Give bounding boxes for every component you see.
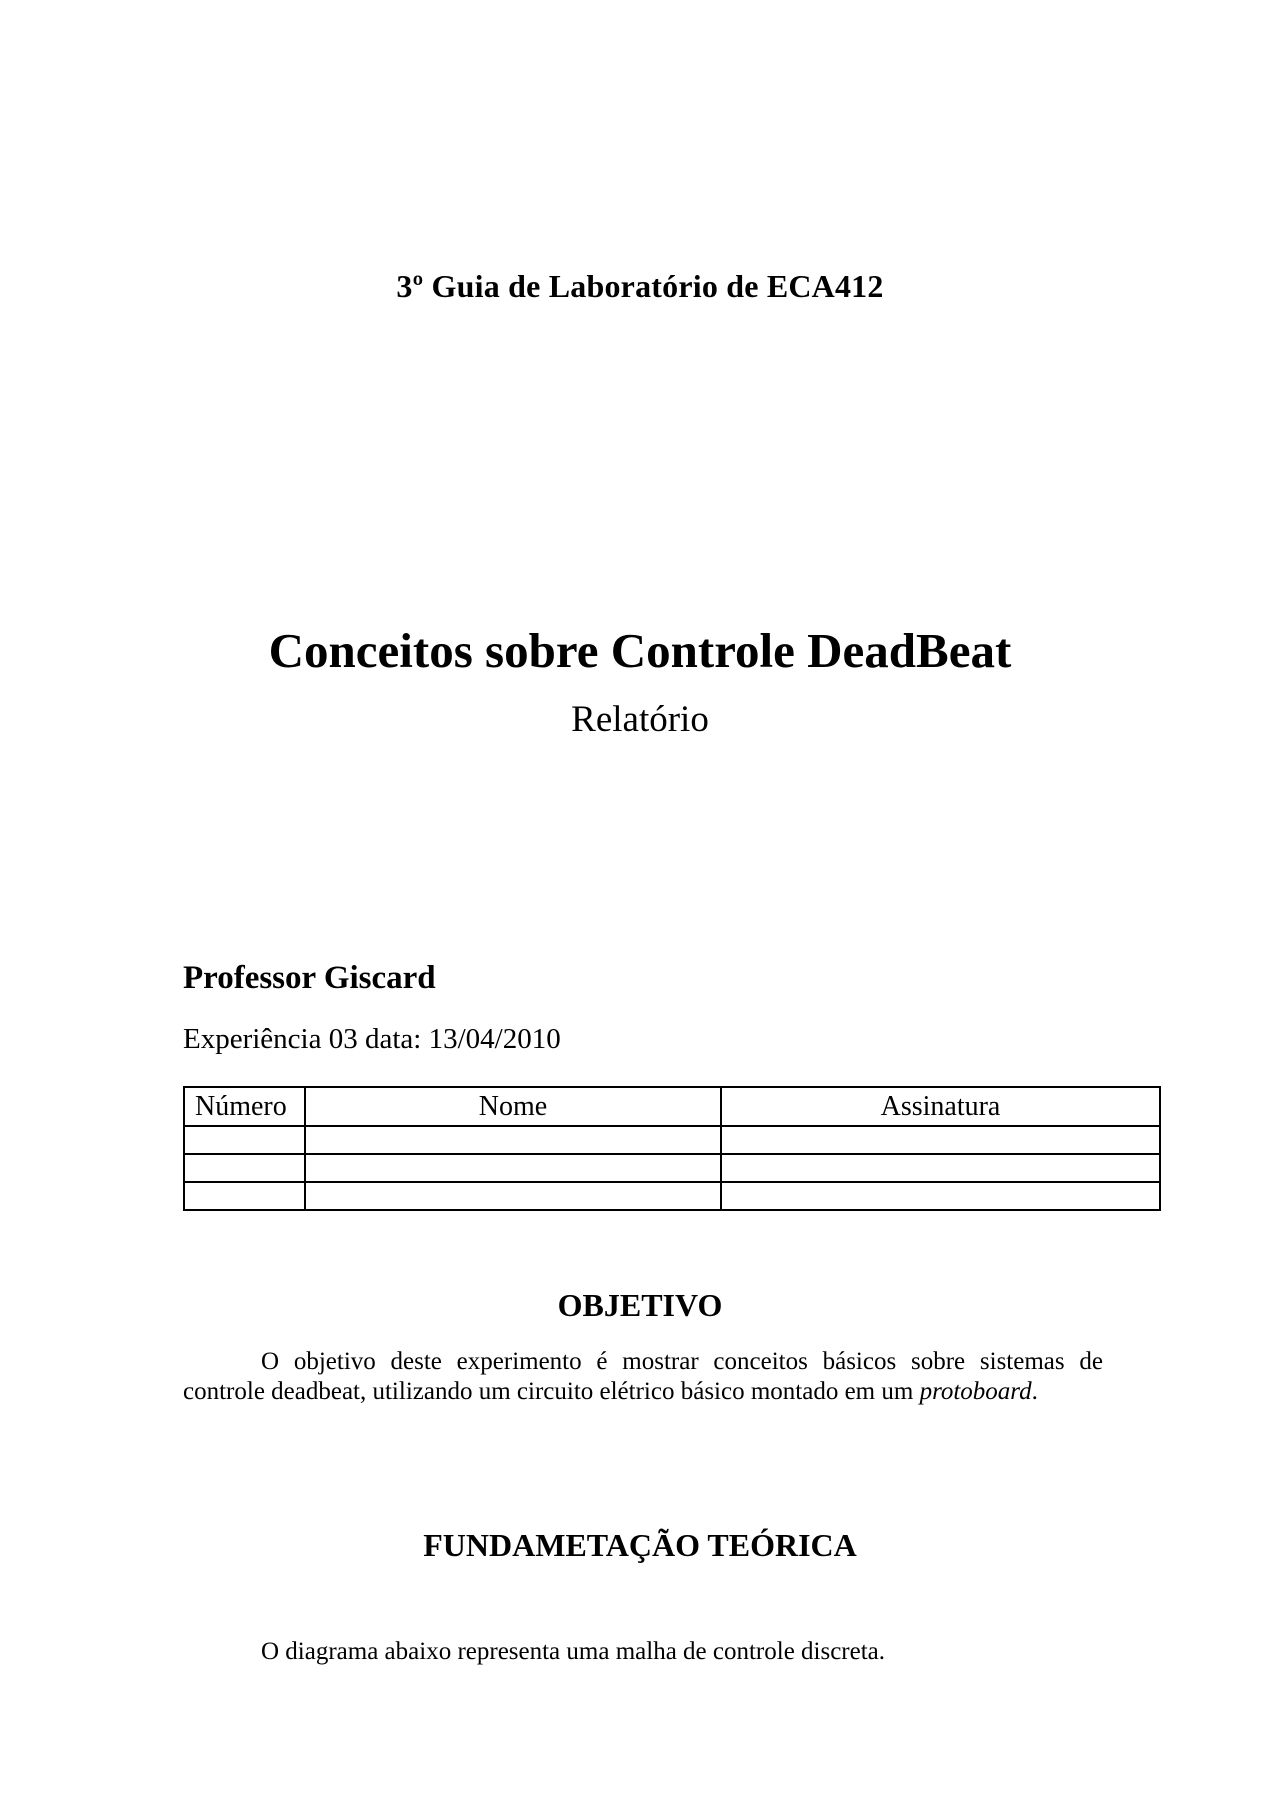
column-header-nome: Nome — [305, 1087, 721, 1126]
fundamentacao-paragraph: O diagrama abaixo representa uma malha de controle discreta. — [261, 1638, 886, 1665]
assinatura-cell — [721, 1182, 1160, 1210]
table-row — [184, 1126, 1160, 1154]
numero-cell — [184, 1154, 305, 1182]
numero-cell — [184, 1182, 305, 1210]
column-header-numero: Número — [184, 1087, 305, 1126]
table-header-row — [184, 1087, 1160, 1126]
assinatura-cell — [721, 1154, 1160, 1182]
page-subtitle: Relatório — [571, 699, 709, 740]
table-row — [184, 1154, 1160, 1182]
members-table — [183, 1086, 1161, 1211]
objetivo-paragraph — [183, 1347, 1103, 1407]
page-title: Conceitos sobre Controle DeadBeat — [268, 623, 1012, 678]
nome-cell — [305, 1182, 721, 1210]
column-header-assinatura: Assinatura — [721, 1087, 1160, 1126]
objetivo-text: O objetivo deste experimento é mostrar conceitos básicos sobre sistemas de controle deadbeat, utilizando um circuito elétrico básico montado em um — [183, 1348, 1103, 1405]
professor-name: Professor Giscard — [183, 960, 436, 996]
nome-cell — [305, 1154, 721, 1182]
guide-title: 3º Guia de Laboratório de ECA412 — [396, 268, 884, 304]
fundamentacao-heading: FUNDAMETAÇÃO TEÓRICA — [423, 1527, 857, 1563]
assinatura-cell — [721, 1126, 1160, 1154]
objetivo-heading: OBJETIVO — [557, 1287, 723, 1323]
table-row — [184, 1182, 1160, 1210]
experience-date: Experiência 03 data: 13/04/2010 — [183, 1023, 561, 1055]
objetivo-text-end: . — [1031, 1378, 1038, 1405]
protoboard-term: protoboard — [919, 1378, 1032, 1405]
nome-cell — [305, 1126, 721, 1154]
numero-cell — [184, 1126, 305, 1154]
